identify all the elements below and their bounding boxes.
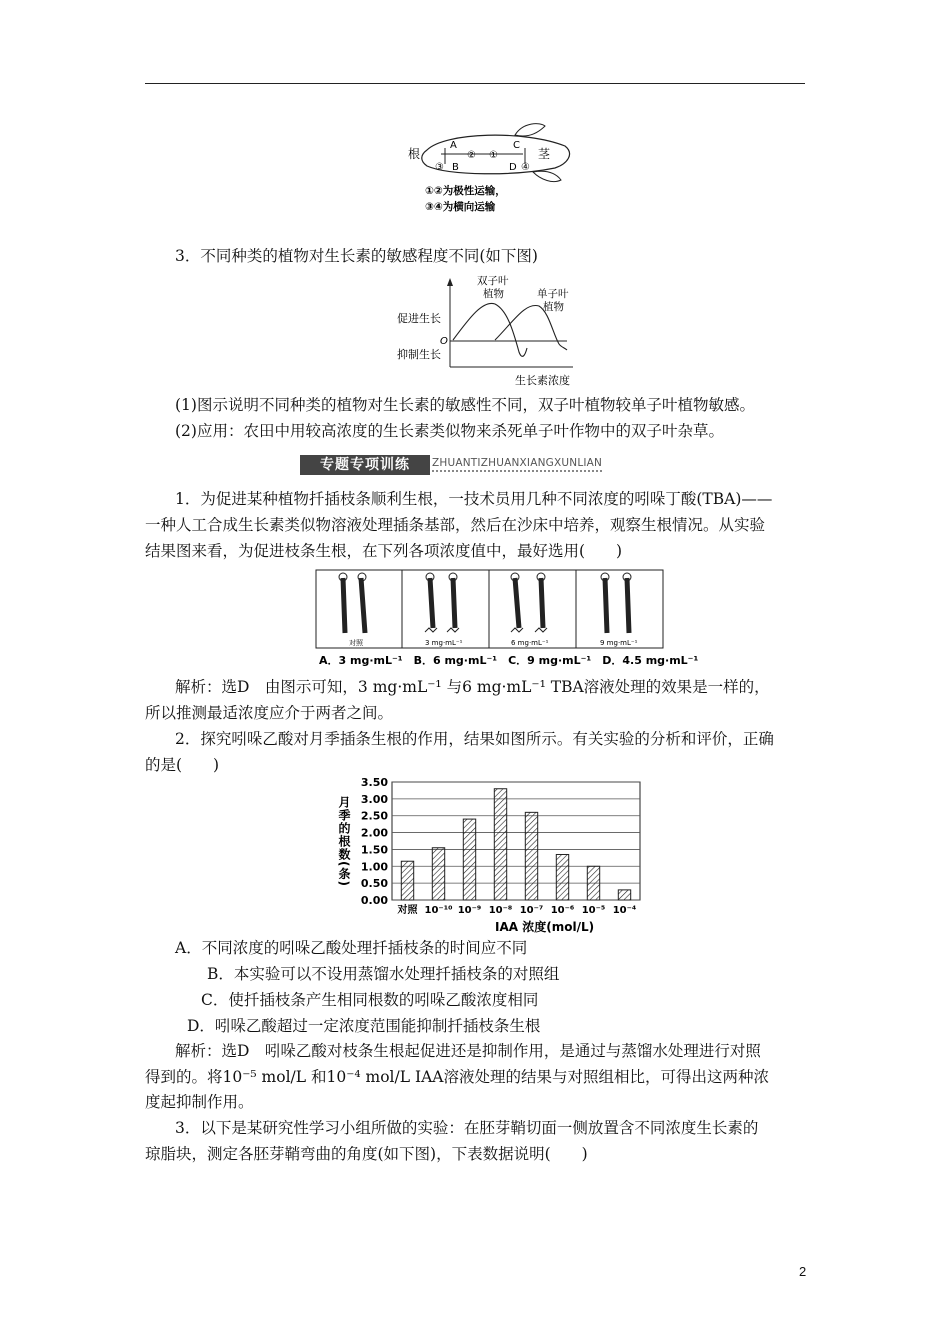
q3-line-1: 3．以下是某研究性学习小组所做的实验：在胚芽鞘切面一侧放置含不同浓度生长素的 bbox=[175, 1119, 759, 1137]
label-d: D bbox=[509, 162, 517, 173]
num-4: ④ bbox=[521, 162, 530, 173]
header-rule bbox=[145, 83, 805, 84]
transport-diagram bbox=[405, 120, 575, 220]
inhibit-label: 抑制生长 bbox=[397, 348, 441, 361]
bar bbox=[463, 819, 475, 900]
bar bbox=[432, 848, 444, 900]
y-tick-label: 3.50 bbox=[360, 776, 388, 789]
x-axis-label: 生长素浓度 bbox=[515, 374, 570, 387]
q2-line-2: 的是( ) bbox=[145, 756, 220, 774]
y-tick-label: 2.00 bbox=[360, 826, 388, 840]
x-tick-label: 10⁻⁴ bbox=[612, 905, 637, 916]
bar bbox=[618, 890, 630, 900]
panel-6mg bbox=[511, 573, 549, 647]
q3-line-2: 琼脂块，测定各胚芽鞘弯曲的角度(如下图)，下表数据说明( ) bbox=[145, 1145, 588, 1163]
q2-answer-3: 度起抑制作用。 bbox=[145, 1093, 254, 1111]
q1-line-3: 结果图来看，为促进枝条生根，在下列各项浓度值中，最好选用( ) bbox=[145, 542, 623, 560]
y-tick-label: 0.00 bbox=[360, 894, 388, 907]
x-tick-label: 10⁻⁷ bbox=[519, 905, 544, 916]
cuttings-figure bbox=[315, 568, 699, 670]
promote-label: 促进生长 bbox=[397, 312, 441, 325]
x-tick-label: 10⁻¹⁰ bbox=[424, 905, 453, 916]
point-2: (2)应用：农田中用较高浓度的生长素类似物来杀死单子叶作物中的双子叶杂草。 bbox=[175, 422, 724, 440]
page-number: 2 bbox=[799, 1264, 807, 1279]
dicot-label-2: 植物 bbox=[483, 288, 504, 300]
chart-x-label: IAA 浓度(mol/L) bbox=[495, 920, 595, 934]
q2-answer-2: 得到的。将10⁻⁵ mol/L 和10⁻⁴ mol/L IAA溶液处理的结果与对照组相比，可得出这两种浓 bbox=[145, 1068, 769, 1086]
panel-label-3mg: 3 mg·mL⁻¹ bbox=[425, 639, 463, 647]
origin-label: O bbox=[440, 336, 448, 347]
bar bbox=[556, 854, 568, 900]
fig1-caption-1: ①②为极性运输， bbox=[425, 185, 506, 197]
x-tick-label: 10⁻⁹ bbox=[457, 905, 482, 916]
section-banner-pinyin: ZHUANTIZHUANXIANGXUNLIAN bbox=[432, 457, 602, 472]
y-tick-label: 2.50 bbox=[360, 809, 388, 823]
point-1: (1)图示说明不同种类的植物对生长素的敏感性不同，双子叶植物较单子叶植物敏感。 bbox=[175, 396, 755, 414]
bar bbox=[494, 789, 506, 900]
q2-option-b: B．本实验可以不设用蒸馏水处理扦插枝条的对照组 bbox=[207, 965, 560, 983]
fig1-caption-2: ③④为横向运输 bbox=[425, 201, 496, 213]
num-1: ① bbox=[489, 150, 498, 161]
x-tick-label: 10⁻⁸ bbox=[488, 905, 513, 916]
q1-line-2: 一种人工合成生长素类似物溶液处理插条基部，然后在沙床中培养，观察生根情况。从实验 bbox=[145, 516, 766, 534]
q2-option-d: D．吲哚乙酸超过一定浓度范围能抑制扦插枝条生根 bbox=[187, 1017, 541, 1035]
q2-option-c: C．使扦插枝条产生相同根数的吲哚乙酸浓度相同 bbox=[201, 991, 539, 1009]
sensitivity-curve-figure bbox=[395, 272, 595, 392]
num-2: ② bbox=[467, 150, 476, 161]
label-b: B bbox=[452, 162, 459, 173]
dicot-curve bbox=[453, 303, 527, 356]
q1-answer-2: 所以推测最适浓度应介于两者之间。 bbox=[145, 704, 394, 722]
x-tick-label: 10⁻⁵ bbox=[581, 905, 606, 916]
label-a: A bbox=[450, 140, 457, 151]
x-tick-label: 10⁻⁶ bbox=[550, 905, 575, 916]
panel-control bbox=[339, 573, 366, 647]
label-c: C bbox=[513, 140, 520, 151]
monocot-label-2: 植物 bbox=[543, 301, 564, 313]
bar bbox=[587, 866, 599, 900]
monocot-label-1: 单子叶 bbox=[537, 288, 569, 300]
q1-answer-1: 解析：选D 由图示可知，3 mg·mL⁻¹ 与6 mg·mL⁻¹ TBA溶液处理的效果是一样的， bbox=[175, 678, 770, 696]
chart-y-label: 月季的根数(条) bbox=[337, 796, 351, 887]
y-tick-label: 3.00 bbox=[360, 792, 388, 806]
panel-3mg bbox=[425, 573, 463, 647]
q1-options: A．3 mg·mL⁻¹ B．6 mg·mL⁻¹ C．9 mg·mL⁻¹ D．4.5 mg·mL⁻¹ bbox=[319, 654, 699, 667]
stem-label: 茎 bbox=[538, 147, 551, 161]
panel-label-9mg: 9 mg·mL⁻¹ bbox=[600, 639, 638, 647]
dicot-label-1: 双子叶 bbox=[477, 275, 509, 287]
x-tick-label: 对照 bbox=[397, 905, 418, 916]
q2-line-1: 2．探究吲哚乙酸对月季插条生根的作用，结果如图所示。有关实验的分析和评价，正确 bbox=[175, 730, 774, 748]
num-3: ③ bbox=[435, 162, 444, 173]
q2-option-a: A．不同浓度的吲哚乙酸处理扦插枝条的时间应不同 bbox=[175, 939, 528, 957]
section-banner: 专题专项训练 bbox=[300, 455, 430, 475]
y-tick-label: 0.50 bbox=[360, 877, 388, 891]
iaa-bar-chart bbox=[337, 776, 650, 936]
panel-9mg bbox=[600, 573, 638, 647]
y-tick-label: 1.00 bbox=[360, 860, 388, 874]
section-3-title: 3．不同种类的植物对生长素的敏感程度不同(如下图) bbox=[175, 247, 538, 265]
y-tick-label: 1.50 bbox=[360, 843, 388, 857]
bar bbox=[401, 861, 413, 900]
q2-answer-1: 解析：选D 吲哚乙酸对枝条生根起促进还是抑制作用，是通过与蒸馏水处理进行对照 bbox=[175, 1042, 761, 1060]
panel-label-6mg: 6 mg·mL⁻¹ bbox=[511, 639, 549, 647]
q1-line-1: 1．为促进某种植物扦插枝条顺利生根，一技术员用几种不同浓度的吲哚丁酸(TBA)—— bbox=[175, 490, 773, 508]
chart-frame bbox=[392, 782, 640, 900]
root-label: 根 bbox=[408, 147, 421, 161]
bar bbox=[525, 812, 537, 900]
panel-label-control: 对照 bbox=[349, 639, 363, 647]
